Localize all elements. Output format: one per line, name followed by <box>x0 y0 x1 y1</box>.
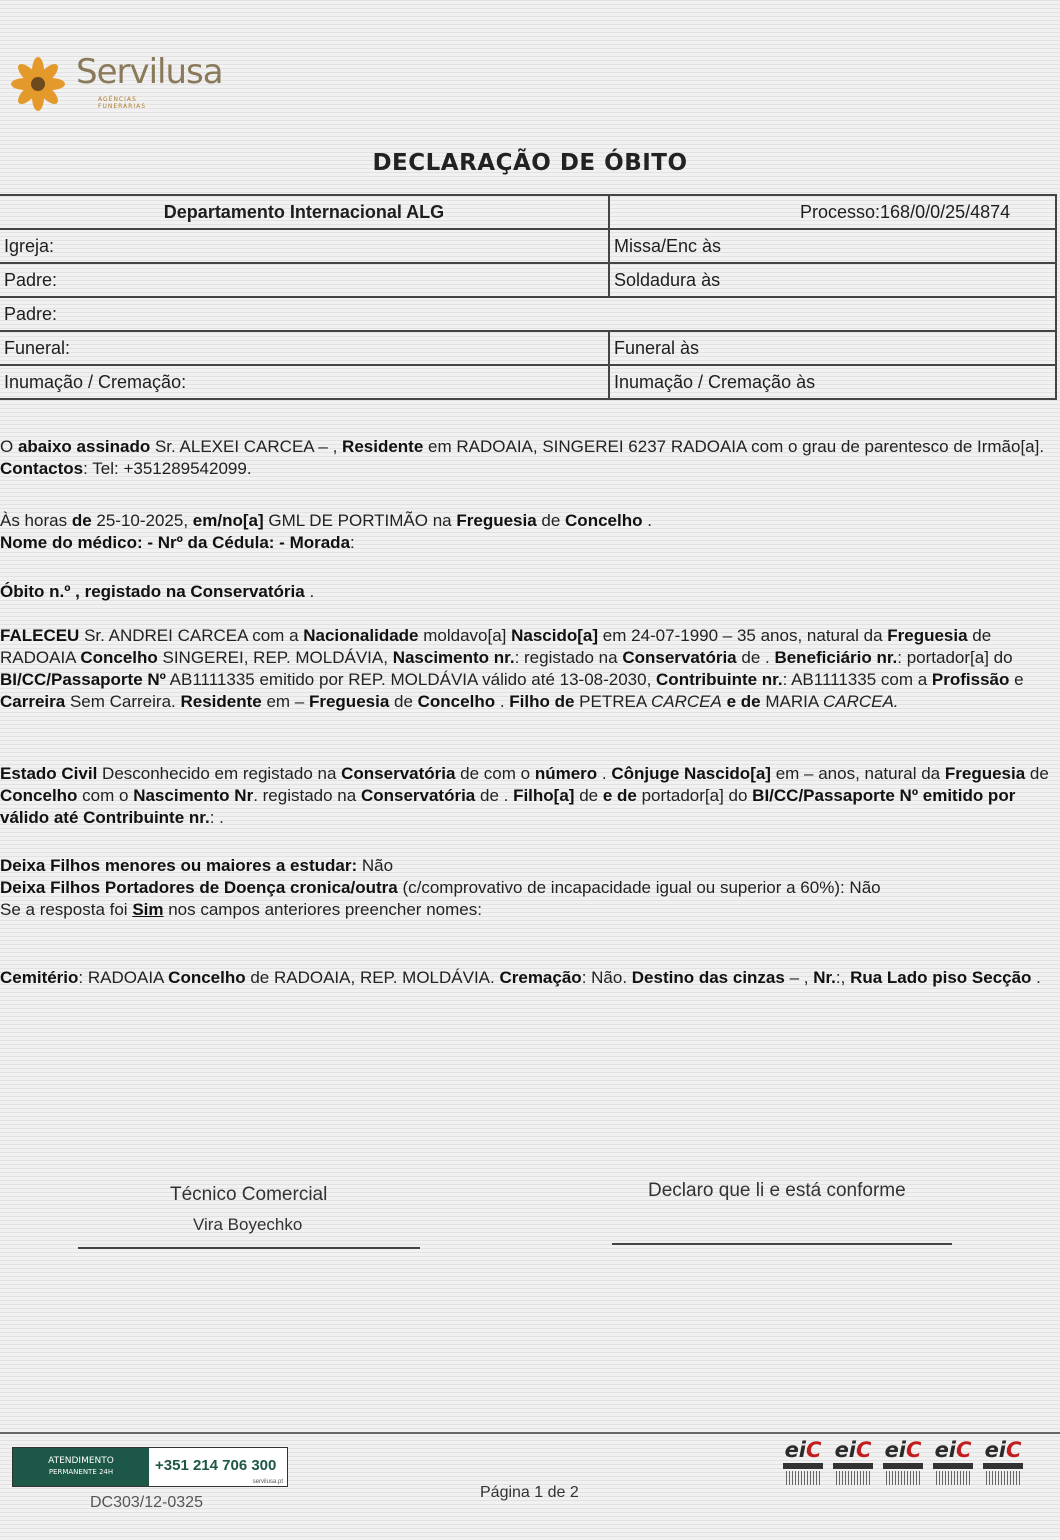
cert-word: eiC <box>934 1438 972 1462</box>
civil-status-paragraph: Estado Civil Desconhecido em registado na Conservatória de com o número . Cônjuge Nascido[a] em – anos, natural da Freguesia de Concelho com o Nascimento Nr. registado na Conservatória de . Filho[a] de e de portador[a] do BI/CC/Passaporte Nº emitido por válido até Contribuinte nr.: . <box>0 764 1049 827</box>
text-run: Deixa Filhos menores ou maiores a estudar: <box>0 856 358 875</box>
cert-bar <box>833 1463 873 1469</box>
text-run: Freguesia <box>887 626 968 645</box>
text-run: Freguesia <box>456 511 537 530</box>
text-run: FALECEU <box>0 626 80 645</box>
text-run: de <box>71 511 92 530</box>
signature-right-title: Declaro que li e está conforme <box>648 1180 906 1201</box>
inumacao-cell: Inumação / Cremação: <box>0 365 609 399</box>
table-header-row <box>0 195 1056 229</box>
text-run: Freguesia <box>944 764 1026 783</box>
text-run: Nr. <box>813 968 836 987</box>
cert-stripes <box>886 1471 920 1485</box>
cert-word: eiC <box>884 1438 922 1462</box>
phone-text: +351 214 706 300 <box>155 1457 277 1474</box>
text-run: em/no[a] <box>192 511 264 530</box>
padre-full-cell: Padre: <box>0 297 1056 331</box>
logo-name: Servilusa <box>76 52 223 92</box>
text-run: Nascimento Nr <box>133 786 254 805</box>
document-title: DECLARAÇÃO DE ÓBITO <box>372 150 688 176</box>
text-run: Profissão <box>931 670 1010 689</box>
text-run: CARCEA. <box>822 692 899 711</box>
funeral-time-cell: Funeral às <box>609 331 1056 365</box>
badge-line1: ATENDIMENTO <box>48 1456 114 1466</box>
text-run: Residente <box>342 437 424 456</box>
eic-certification-logo <box>880 1438 926 1490</box>
cert-bar <box>883 1463 923 1469</box>
text-run: Residente <box>180 692 262 711</box>
signature-left-title: Técnico Comercial <box>170 1184 328 1205</box>
table-row <box>0 365 1056 399</box>
cert-stripes <box>786 1471 820 1485</box>
text-run: BI/CC/Passaporte Nº <box>0 670 166 689</box>
badge-label <box>13 1448 149 1486</box>
department-cell: Departamento Internacional ALG <box>0 195 609 229</box>
text-run: Concelho <box>417 692 496 711</box>
cert-bar <box>933 1463 973 1469</box>
page-number: Página 1 de 2 <box>480 1484 579 1501</box>
text-run: Beneficiário nr. <box>774 648 898 667</box>
text-run: Conservatória <box>341 764 456 783</box>
footer-divider <box>0 1432 1060 1434</box>
text-run: e de <box>726 692 761 711</box>
cert-stripes <box>986 1471 1020 1485</box>
cert-word: eiC <box>834 1438 872 1462</box>
igreja-cell: Igreja: <box>0 229 609 263</box>
text-run: CARCEA <box>650 692 722 711</box>
text-run: Sim <box>132 900 164 919</box>
eic-certification-logo <box>930 1438 976 1490</box>
text-run: Óbito n.º , registado na Conservatória <box>0 582 305 601</box>
cert-stripes <box>936 1471 970 1485</box>
text-run: Cremação <box>499 968 582 987</box>
table-row <box>0 263 1056 297</box>
text-run: Rua Lado piso Secção <box>850 968 1032 987</box>
document-code: DC303/12-0325 <box>90 1494 203 1511</box>
deceased-paragraph: FALECEU Sr. ANDREI CARCEA com a Nacionalidade moldavo[a] Nascido[a] em 24-07-1990 – 35 anos, natural da Freguesia de RADOAIA Concelho SINGEREI, REP. MOLDÁVIA, Nascimento nr.: registado na Conservatória de . Beneficiário nr.: portador[a] do BI/CC/Passaporte Nº AB1111335 emitido por REP. MOLDÁVIA válido até 13-08-2030, Contribuinte nr.: AB1111335 com a Profissão e Carreira Sem Carreira. Residente em – Freguesia de Concelho . Filho de PETREA CARCEA e de MARIA CARCEA. <box>0 626 1024 711</box>
padre-cell: Padre: <box>0 263 609 297</box>
eic-certification-logo <box>980 1438 1026 1490</box>
text-run: e de <box>602 786 637 805</box>
text-run: Conservatória <box>622 648 737 667</box>
time-place-paragraph: Às horas de 25-10-2025, em/no[a] GML DE PORTIMÃO na Freguesia de Concelho . Nome do médico: - Nrº da Cédula: - Morada: <box>0 511 652 552</box>
text-run: Filho[a] <box>513 786 575 805</box>
signature-left-line <box>78 1247 420 1249</box>
text-run: Contactos <box>0 459 84 478</box>
text-run: Cemitério <box>0 968 79 987</box>
text-run: Concelho <box>80 648 158 667</box>
text-run: Concelho <box>168 968 246 987</box>
text-run: BI/CC/Passaporte Nº emitido por válido até Contribuinte nr. <box>0 786 1016 827</box>
eic-certification-logo <box>780 1438 826 1490</box>
text-run: Conservatória <box>360 786 476 805</box>
cert-word: eiC <box>784 1438 822 1462</box>
declarant-paragraph: O abaixo assinado Sr. ALEXEI CARCEA – , Residente em RADOAIA, SINGEREI 6237 RADOAIA com o grau de parentesco de Irmão[a]. Contactos: Tel: +351289542099. <box>0 437 1045 478</box>
sunflower-icon <box>10 56 66 112</box>
signature-right-line <box>612 1243 952 1245</box>
text-run: Filho de <box>509 692 575 711</box>
info-table <box>0 194 1057 400</box>
text-run: Contribuinte nr. <box>656 670 783 689</box>
text-run: Cônjuge Nascido[a] <box>611 764 771 783</box>
process-cell: Processo:168/0/0/25/4874 <box>609 195 1056 229</box>
signature-left-name: Vira Boyechko <box>193 1215 303 1234</box>
site-text: servilusa.pt <box>252 1479 283 1485</box>
text-run: Nascido[a] <box>511 626 599 645</box>
eic-certification-logo <box>830 1438 876 1490</box>
certification-logos <box>780 1438 1026 1490</box>
soldadura-cell: Soldadura às <box>609 263 1056 297</box>
text-run: Estado Civil <box>0 764 98 783</box>
text-run: Deixa Filhos Portadores de Doença cronica/outra <box>0 878 398 897</box>
text-run: Freguesia <box>308 692 390 711</box>
cert-word: eiC <box>984 1438 1022 1462</box>
table-row <box>0 229 1056 263</box>
children-paragraph: Deixa Filhos menores ou maiores a estudar: Não Deixa Filhos Portadores de Doença cronica/outra (c/comprovativo de incapacidade igual ou superior a 60%): Não Se a resposta foi Sim nos campos anteriores preencher nomes: <box>0 856 881 919</box>
missa-cell: Missa/Enc às <box>609 229 1056 263</box>
cemetery-paragraph: Cemitério: RADOAIA Concelho de RADOAIA, REP. MOLDÁVIA. Cremação: Não. Destino das cinzas – , Nr.:, Rua Lado piso Secção . <box>0 968 1041 987</box>
text-run: Nascimento nr. <box>392 648 515 667</box>
badge-line2: PERMANENTE 24H <box>48 1468 114 1476</box>
text-run: Carreira <box>0 692 66 711</box>
cert-bar <box>783 1463 823 1469</box>
support-badge <box>12 1447 288 1487</box>
text-run: número <box>534 764 598 783</box>
obito-paragraph: Óbito n.º , registado na Conservatória . <box>0 582 315 601</box>
text-run: Concelho <box>0 786 78 805</box>
table-row <box>0 297 1056 331</box>
cert-bar <box>983 1463 1023 1469</box>
text-run: Destino das cinzas <box>631 968 785 987</box>
text-run: Concelho <box>565 511 643 530</box>
funeral-cell: Funeral: <box>0 331 609 365</box>
inumacao-time-cell: Inumação / Cremação às <box>609 365 1056 399</box>
text-run: Nome do médico: - Nrº da Cédula: - Morada <box>0 533 351 552</box>
text-run: Nacionalidade <box>303 626 419 645</box>
cert-stripes <box>836 1471 870 1485</box>
logo-subtitle: AGÊNCIAS FUNERÁRIAS <box>98 96 147 110</box>
text-run: abaixo assinado <box>17 437 151 456</box>
phone-number[interactable] <box>149 1448 287 1486</box>
table-row <box>0 331 1056 365</box>
